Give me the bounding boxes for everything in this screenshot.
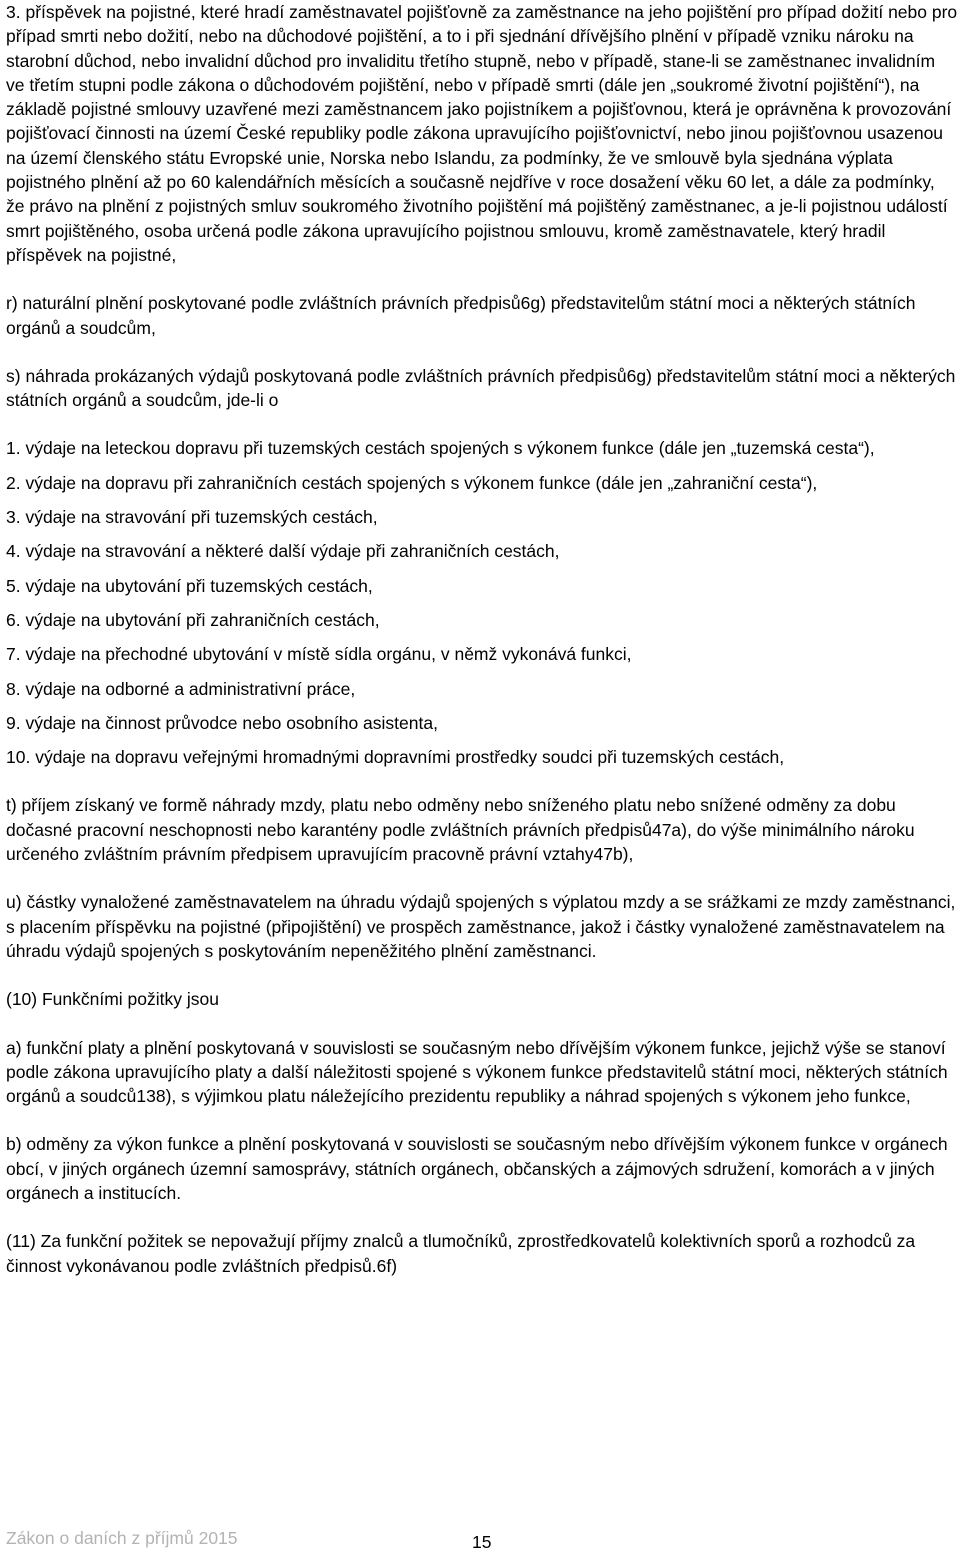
page-footer bbox=[6, 1528, 958, 1552]
list-item: 10. výdaje na dopravu veřejnými hromadnými dopravními prostředky soudci při tuzemských cestách, bbox=[6, 747, 785, 768]
list-item: 2. výdaje na dopravu při zahraničních cestách spojených s výkonem funkce (dále jen „zahraniční cesta“), bbox=[6, 472, 818, 493]
paragraph-r: r) naturální plnění poskytované podle zvláštních právních předpisů6g) představitelům státní moci a některých státních orgánů a soudcům, bbox=[6, 293, 916, 338]
paragraph-11: (11) Za funkční požitek se nepovažují příjmy znalců a tlumočníků, zprostředkovatelů kolektivních sporů a rozhodců za činnost vykonávanou podle zvláštních předpisů.6f) bbox=[6, 1231, 916, 1276]
list-item: 1. výdaje na leteckou dopravu při tuzemských cestách spojených s výkonem funkce (dále jen „tuzemská cesta“), bbox=[6, 438, 875, 459]
paragraph-t: t) příjem získaný ve formě náhrady mzdy, platu nebo odměny nebo sníženého platu nebo snížené odměny za dobu dočasné pracovní neschopnosti nebo karantény podle zvláštních právních předpisů47a), do výše minimálního nároku určeného zvláštním právním předpisem upravujícím pracovně právní vztahy47b), bbox=[6, 795, 915, 865]
paragraph-u: u) částky vynaložené zaměstnavatelem na úhradu výdajů spojených s výplatou mzdy a se srážkami ze mzdy zaměstnanci, s placením příspěvku na pojistné (připojištění) ve prospěch zaměstnance, jakož i částky vynaložené zaměstnavatelem na úhradu výdajů spojených s poskytováním nepeněžitého plnění zaměstnanci. bbox=[6, 892, 956, 961]
list-item: 5. výdaje na ubytování při tuzemských cestách, bbox=[6, 575, 373, 596]
paragraph-a: a) funkční platy a plnění poskytovaná v souvislosti se současným nebo dřívějším výkonem funkce, jejichž výše se stanoví podle zákona upravujícího platy a další náležitosti spojené s výkonem funkce představitelů státní moci, některých státních orgánů a soudců138), s výjimkou platu náležejícího prezidentu republiky a náhrad spojených s výkonem jeho funkce, bbox=[6, 1037, 948, 1107]
paragraph-b: b) odměny za výkon funkce a plnění poskytovaná v souvislosti se současným nebo dřívějším výkonem funkce v orgánech obcí, v jiných orgánech územní samosprávy, státních orgánech, občanských a zájmových sdružení, komorách a v jiných orgánech a institucích. bbox=[6, 1134, 948, 1203]
footer-title: Zákon o daních z příjmů 2015 bbox=[6, 1528, 238, 1548]
list-item: 3. výdaje na stravování při tuzemských cestách, bbox=[6, 507, 378, 528]
list-item: 9. výdaje na činnost průvodce nebo osobního asistenta, bbox=[6, 712, 438, 733]
paragraph-10: (10) Funkčními požitky jsou bbox=[6, 989, 219, 1010]
list-item: 8. výdaje na odborné a administrativní práce, bbox=[6, 678, 356, 699]
list-item: 6. výdaje na ubytování při zahraničních cestách, bbox=[6, 609, 380, 630]
paragraph-s: s) náhrada prokázaných výdajů poskytovaná podle zvláštních právních předpisů6g) představitelům státní moci a některých státních orgánů a soudcům, jde-li o bbox=[6, 365, 956, 411]
s-items-list bbox=[6, 436, 958, 769]
page-number: 15 bbox=[472, 1532, 492, 1552]
paragraph-item-3: 3. příspěvek na pojistné, které hradí zaměstnavatel pojišťovně za zaměstnance na jeho pojištění pro případ dožití nebo pro případ smrti nebo dožití, nebo na důchodové pojištění, a to i při sjednání dřívějšího plnění v případě vzniku nároku na starobní důchod, nebo invalidní důchod pro invaliditu třetího stupně, nebo v případě, stane-li se zaměstnanec invalidním ve třetím stupni podle zákona o důchodovém pojištění, nebo v případě smrti (dále jen „soukromé životní pojištění“), na základě pojistné smlouvy uzavřené mezi zaměstnancem jako pojistníkem a pojišťovnou, která je oprávněna k provozování pojišťovací činnosti na území České republiky podle zákona upravujícího pojišťovnictví, nebo jinou pojišťovnou usazenou na území členského státu Evropské unie, Norska nebo Islandu, za podmínky, že ve smlouvě byla sjednána výplata pojistného plnění až po 60 kalendářních měsících a současně nejdříve v roce dosažení věku 60 let, a dále za podmínky, že právo na plnění z pojistných smluv soukromého životního pojištění má pojištěný zaměstnanec, a je-li pojistnou událostí smrt pojištěného, osoba určená podle zákona upravujícího pojistnou smlouvu, kromě zaměstnavatele, který hradil příspěvek na pojistné, bbox=[6, 2, 958, 265]
list-item: 4. výdaje na stravování a některé další výdaje při zahraničních cestách, bbox=[6, 541, 560, 562]
document-body bbox=[6, 0, 958, 1278]
list-item: 7. výdaje na přechodné ubytování v místě sídla orgánu, v němž vykonává funkci, bbox=[6, 644, 632, 665]
